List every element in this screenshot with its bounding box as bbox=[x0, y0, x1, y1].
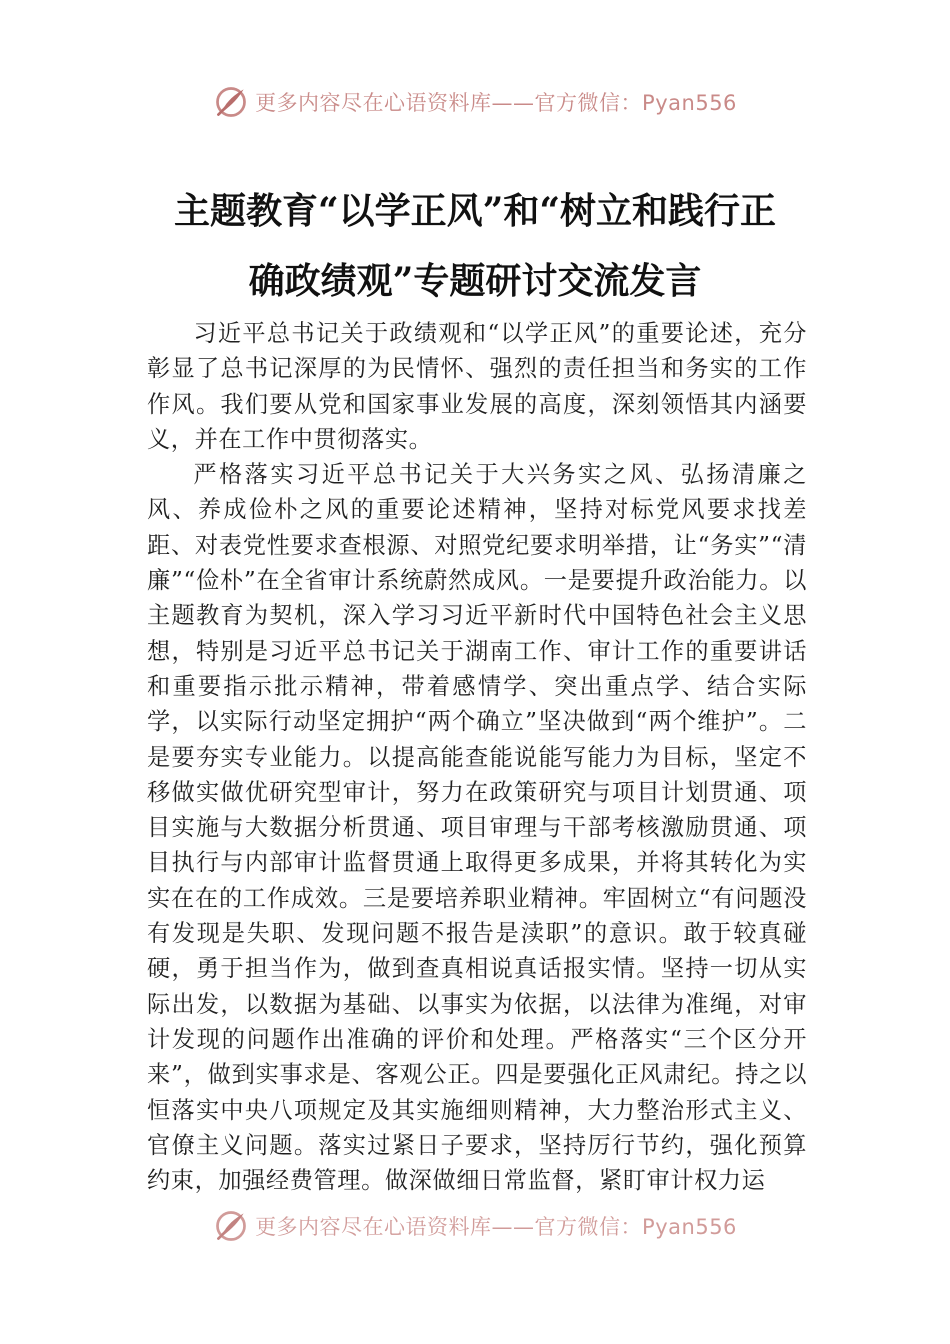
document-title bbox=[0, 176, 950, 316]
header-watermark bbox=[0, 84, 950, 120]
quill-leaf-logo-icon bbox=[213, 84, 249, 120]
quill-leaf-logo-icon bbox=[213, 1208, 249, 1244]
document-body bbox=[147, 316, 807, 1198]
footer-watermark bbox=[0, 1208, 950, 1244]
title-line-1: 主题教育“以学正风”和“树立和践行正 bbox=[173, 190, 777, 232]
watermark-text: 更多内容尽在心语资料库——官方微信：Pyan556 bbox=[255, 91, 737, 115]
paragraph-1: 习近平总书记关于政绩观和“以学正风”的重要论述，充分彰显了总书记深厚的为民情怀、强烈的责任担当和务实的工作作风。我们要从党和国家事业发展的高度，深刻领悟其内涵要义，并在工作中贯彻落实。 bbox=[147, 320, 807, 453]
title-line-2: 确政绩观”专题研讨交流发言 bbox=[248, 260, 702, 302]
paragraph-2: 严格落实习近平总书记关于大兴务实之风、弘扬清廉之风、养成俭朴之风的重要论述精神，坚持对标党风要求找差距、对表党性要求查根源、对照党纪要求明举措，让“务实”“清廉”“俭朴”在全省审计系统蔚然成风。一是要提升政治能力。以主题教育为契机，深入学习习近平新时代中国特色社会主义思想，特别是习近平总书记关于湖南工作、审计工作的重要讲话和重要指示批示精神，带着感情学、突出重点学、结合实际学，以实际行动坚定拥护“两个确立”坚决做到“两个维护”。二是要夯实专业能力。以提高能查能说能写能力为目标，坚定不移做实做优研究型审计，努力在政策研究与项目计划贯通、项目实施与大数据分析贯通、项目审理与干部考核激励贯通、项目执行与内部审计监督贯通上取得更多成果，并将其转化为实实在在的工作成效。三是要培养职业精神。牢固树立“有问题没有发现是失职、发现问题不报告是渎职”的意识。敢于较真碰硬，勇于担当作为，做到查真相说真话报实情。坚持一切从实际出发，以数据为基础、以事实为依据，以法律为准绳，对审计发现的问题作出准确的评价和处理。严格落实“三个区分开来”，做到实事求是、客观公正。四是要强化正风肃纪。持之以恒落实中央八项规定及其实施细则精神，大力整治形式主义、官僚主义问题。落实过紧日子要求，坚持厉行节约，强化预算约束，加强经费管理。做深做细日常监督，紧盯审计权力运 bbox=[147, 461, 807, 1195]
watermark-text: 更多内容尽在心语资料库——官方微信：Pyan556 bbox=[255, 1215, 737, 1239]
